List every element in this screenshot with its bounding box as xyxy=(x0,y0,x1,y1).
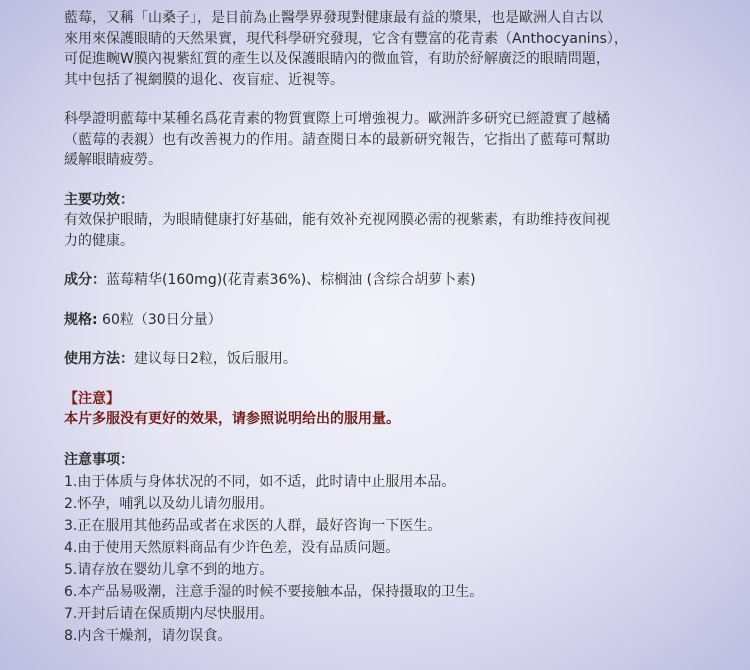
text-line: （藍莓的表親）也有改善視力的作用。請查閱日本的最新研究報告，它指出了藍莓可幫助 xyxy=(64,131,610,148)
notice-section xyxy=(64,389,714,430)
list-item: 7.开封后请在保质期内尽快服用。 xyxy=(64,605,274,622)
ingredients-section xyxy=(64,270,714,291)
spacer xyxy=(64,330,714,349)
list-item: 5.请存放在婴幼儿拿不到的地方。 xyxy=(64,561,274,578)
text-line: 緩解眼睛疲勞。 xyxy=(64,152,162,168)
effects-heading: 主要功效： xyxy=(64,191,134,208)
product-description xyxy=(64,8,714,647)
intro-paragraph-2 xyxy=(64,109,714,171)
notice-heading: 【注意】 xyxy=(64,390,120,407)
precautions-section xyxy=(64,449,714,647)
text-line: 其中包括了視網膜的退化、夜盲症、近視等。 xyxy=(64,71,344,88)
text-line: 藍莓，又稱「山桑子」，是目前為止醫學界發現對健康最有益的漿果，也是歐洲人自古以 xyxy=(64,10,603,26)
spacer xyxy=(64,90,714,109)
text-line: 可促進畹W膜內視紫紅質的產生以及保護眼睛內的微血管，有助於紓解廣泛的眼睛問題， xyxy=(64,51,610,67)
list-item: 1.由于体质与身体状况的不同，如不适，此时请中止服用本品。 xyxy=(64,473,456,490)
spacer xyxy=(64,171,714,190)
spacer xyxy=(64,430,714,449)
list-item: 8.内含干燥剂，请勿误食。 xyxy=(64,627,232,644)
list-item: 3.正在服用其他药品或者在求医的人群，最好咨询一下医生。 xyxy=(64,517,442,534)
spacer xyxy=(64,291,714,310)
text-line: 科學證明藍莓中某種名爲花青素的物質實際上可增強視力。歐洲許多研究已經證實了越橘 xyxy=(64,111,610,127)
spec-label: 规格: xyxy=(64,311,98,328)
spacer xyxy=(64,370,714,389)
ingredients-label: 成分： xyxy=(64,272,106,288)
spacer xyxy=(64,251,714,270)
text-line: 有效保护眼睛，为眼睛健康打好基础，能有效补充视网膜必需的视紫素，有助维持夜间视 xyxy=(64,212,610,228)
effects-section xyxy=(64,190,714,252)
spec-section xyxy=(64,310,714,331)
ingredients-value: 蓝莓精华(160mg)(花青素36%)、棕榈油 (含综合胡萝卜素) xyxy=(106,272,476,288)
text-line: 力的健康。 xyxy=(64,232,134,249)
usage-value: 建议每日2粒，饭后服用。 xyxy=(134,351,297,367)
usage-section xyxy=(64,349,714,370)
text-line: 來用來保護眼睛的天然果實，現代科學研究發現，它含有豐富的花青素（Anthocyanins）， xyxy=(64,30,628,47)
list-item: 6.本产品易吸潮，注意手湿的时候不要接触本品，保持摄取的卫生。 xyxy=(64,583,484,600)
intro-paragraph-1 xyxy=(64,8,714,90)
spec-value: 60粒（30日分量） xyxy=(97,311,222,328)
precautions-heading: 注意事项： xyxy=(64,451,134,468)
list-item: 2.怀孕，哺乳以及幼儿请勿服用。 xyxy=(64,495,274,512)
usage-label: 使用方法： xyxy=(64,351,134,367)
list-item: 4.由于使用天然原料商品有少许色差，没有品质问题。 xyxy=(64,539,400,556)
notice-text: 本片多服没有更好的效果，请参照说明给出的服用量。 xyxy=(64,411,400,427)
